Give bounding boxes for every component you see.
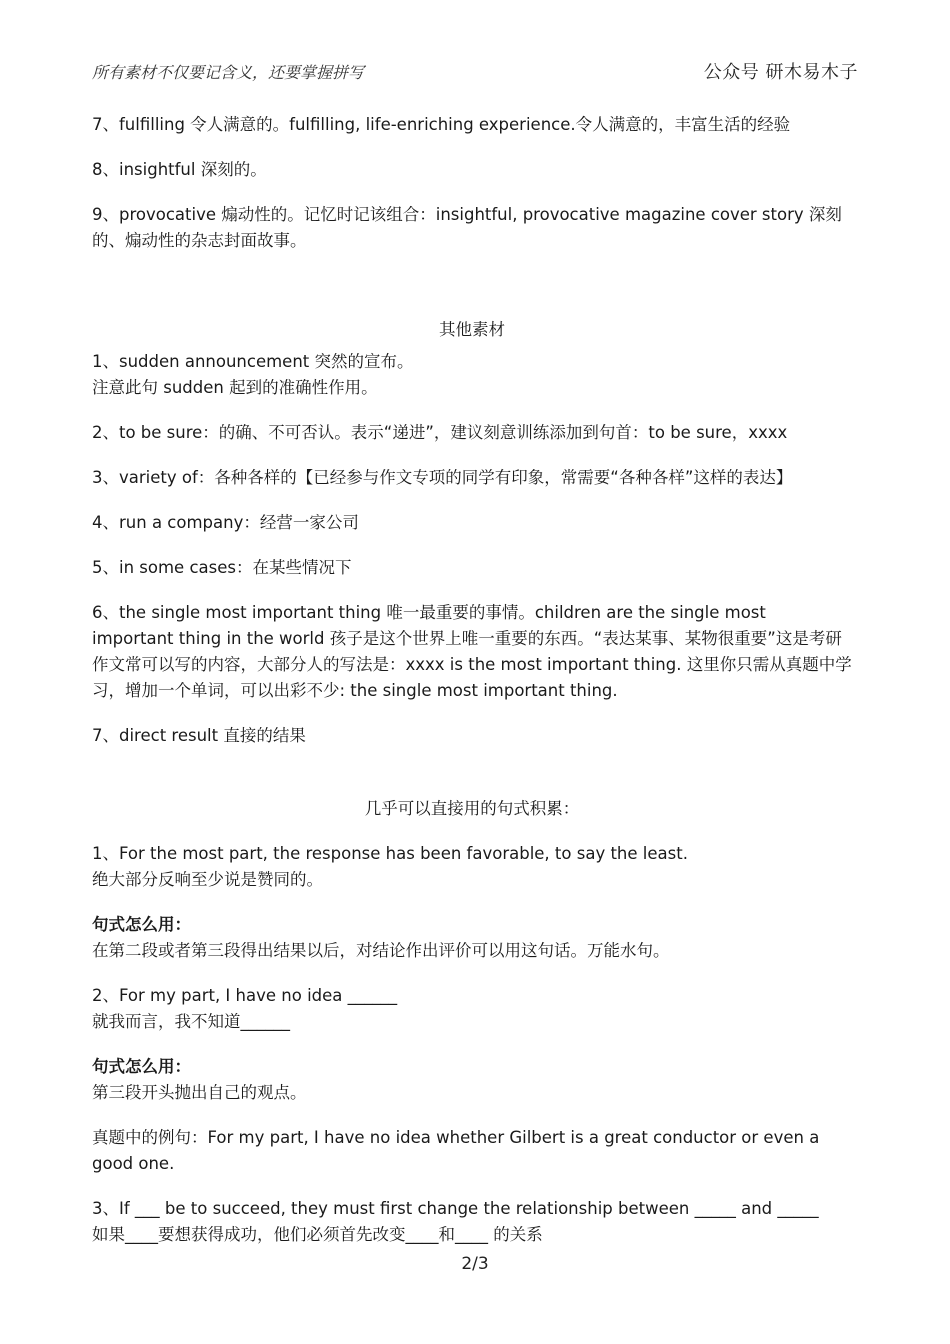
- usage-label: 句式怎么用：: [92, 915, 191, 934]
- pattern-2-usage-text: 第三段开头抛出自己的观点。: [92, 1083, 307, 1102]
- pattern-2: [92, 983, 852, 1035]
- material-item-1: [92, 349, 852, 401]
- pattern-1-usage: [92, 912, 852, 964]
- pattern-3-english: 3、If ___ be to succeed, they must first change the relationship between _____ and _____: [92, 1199, 819, 1218]
- pattern-1-usage-text: 在第二段或者第三段得出结果以后，对结论作出评价可以用这句话。万能水句。: [92, 941, 670, 960]
- pattern-1-chinese: 绝大部分反响至少说是赞同的。: [92, 870, 323, 889]
- material-item-4: 4、run a company：经营一家公司: [92, 513, 359, 532]
- pattern-3-chinese: 如果____要想获得成功，他们必须首先改变____和____ 的关系: [92, 1225, 543, 1244]
- section-title-sentence-patterns: 几乎可以直接用的句式积累：: [364, 799, 580, 818]
- vocab-item-8: 8、insightful 深刻的。: [92, 160, 267, 179]
- header-note: 所有素材不仅要记含义，还要掌握拼写: [92, 63, 365, 82]
- page-number: 2/3: [461, 1254, 489, 1274]
- material-item-6: 6、the single most important thing 唯一最重要的事情。children are the single most important thing in the world 孩子是这个世界上唯一重要的东西。“表达某事、某物很重要”这是考研作文常可以写的内容，大部分人的写法是：xxxx is the most important thing. 这里你只需从真题中学习，增加一个单词，可以出彩不少: the single most important thing.: [92, 603, 852, 700]
- header-account: 公众号 研木易木子: [703, 62, 858, 83]
- usage-label: 句式怎么用：: [92, 1057, 191, 1076]
- pattern-1: [92, 841, 852, 893]
- pattern-2-example: 真题中的例句：For my part, I have no idea whether Gilbert is a great conductor or even a good one.: [92, 1128, 820, 1173]
- page-content: [92, 112, 852, 1267]
- material-item-5: 5、in some cases：在某些情况下: [92, 558, 352, 577]
- pattern-2-chinese: 就我而言，我不知道______: [92, 1012, 290, 1031]
- pattern-2-usage: [92, 1054, 852, 1106]
- section-title-other-materials: 其他素材: [439, 320, 505, 339]
- material-item-7: 7、direct result 直接的结果: [92, 726, 306, 745]
- material-item-1-note: 注意此句 sudden 起到的准确性作用。: [92, 378, 378, 397]
- vocab-item-9: 9、provocative 煽动性的。记忆时记该组合：insightful, provocative magazine cover story 深刻的、煽动性的杂志封面故事。: [92, 205, 842, 250]
- material-item-3: 3、variety of：各种各样的【已经参与作文专项的同学有印象，常需要“各种各样”这样的表达】: [92, 468, 793, 487]
- material-item-2: 2、to be sure：的确、不可否认。表示“递进”，建议刻意训练添加到句首：to be sure，xxxx: [92, 423, 788, 442]
- pattern-1-english: 1、For the most part, the response has been favorable, to say the least.: [92, 844, 688, 863]
- material-item-1-text: 1、sudden announcement 突然的宣布。: [92, 352, 414, 371]
- pattern-2-english: 2、For my part, I have no idea ______: [92, 986, 398, 1005]
- vocab-item-7: 7、fulfilling 令人满意的。fulfilling, life-enriching experience.令人满意的，丰富生活的经验: [92, 115, 791, 134]
- pattern-3: [92, 1196, 852, 1248]
